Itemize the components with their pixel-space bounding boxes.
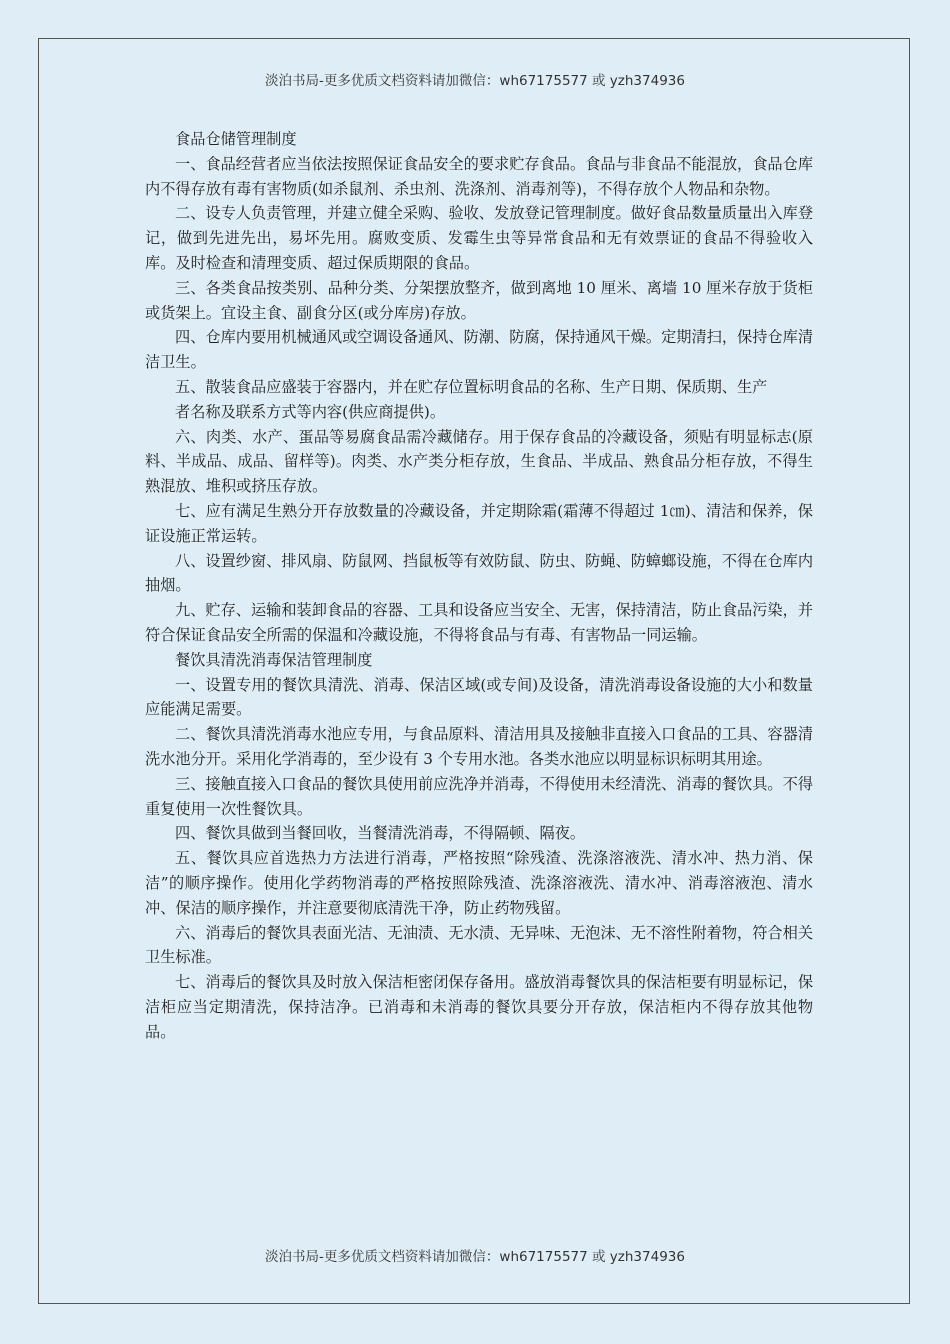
heading-tableware: 餐饮具清洗消毒保洁管理制度 [175,650,373,669]
page-header: 淡泊书局-更多优质文档资料请加微信：wh67175577 或 yzh374936 [265,73,685,89]
paragraph: 者名称及联系方式等内容(供应商提供)。 [175,402,446,421]
page-footer: 淡泊书局-更多优质文档资料请加微信：wh67175577 或 yzh374936 [265,1249,685,1265]
paragraph: 六、肉类、水产、蛋品等易腐食品需冷藏储存。用于保存食品的冷藏设备，须贴有明显标志(原料、半成品、成品、留样等)。肉类、水产类分柜存放，生食品、半成品、熟食品分柜存放，不得生熟混放、堆积或挤压存放。 [145,427,813,496]
paragraph: 一、食品经营者应当依法按照保证食品安全的要求贮存食品。食品与非食品不能混放，食品仓库内不得存放有毒有害物质(如杀鼠剂、杀虫剂、洗涤剂、消毒剂等)，不得存放个人物品和杂物。 [145,154,813,198]
paragraph: 二、餐饮具清洗消毒水池应专用，与食品原料、清洁用具及接触非直接入口食品的工具、容器清洗水池分开。采用化学消毒的，至少设有 3 个专用水池。各类水池应以明显标识标明其用途。 [145,725,813,768]
paragraph: 七、应有满足生熟分开存放数量的冷藏设备，并定期除霜(霜薄不得超过 1㎝)、清洁和保养，保证设施正常运转。 [145,501,813,545]
heading-storage: 食品仓储管理制度 [175,130,297,148]
paragraph: 六、消毒后的餐饮具表面光洁、无油渍、无水渍、无异味、无泡沫、无不溶性附着物，符合相关卫生标准。 [145,923,813,967]
paragraph: 三、各类食品按类别、品种分类、分架摆放整齐，做到离地 10 厘米、离墙 10 厘米存放于货柜或货架上。宜设主食、副食分区(或分库房)存放。 [145,278,813,322]
paragraph: 一、设置专用的餐饮具清洗、消毒、保洁区域(或专间)及设备，清洗消毒设备设施的大小和数量应能满足需要。 [145,675,813,719]
paragraph: 四、餐饮具做到当餐回收，当餐清洗消毒，不得隔顿、隔夜。 [175,824,586,843]
paragraph: 五、餐饮具应首选热力方法进行消毒，严格按照“除残渣、洗涤溶液洗、清水冲、热力消、保洁”的顺序操作。使用化学药物消毒的严格按照除残渣、洗涤溶液洗、清水冲、消毒溶液泡、清水冲、保洁的顺序操作，并注意要彻底清洗干净，防止药物残留。 [145,849,813,917]
paragraph: 九、贮存、运输和装卸食品的容器、工具和设备应当安全、无害，保持清洁，防止食品污染，并符合保证食品安全所需的保温和冷藏设施，不得将食品与有毒、有害物品一同运输。 [145,601,813,644]
document-body [145,127,813,1044]
paragraph: 二、设专人负责管理，并建立健全采购、验收、发放登记管理制度。做好食品数量质量出入库登记，做到先进先出，易坏先用。腐败变质、发霉生虫等异常食品和无有效票证的食品不得验收入库。及时检查和清理变质、超过保质期限的食品。 [145,204,813,272]
paragraph: 三、接触直接入口食品的餐饮具使用前应洗净并消毒，不得使用未经清洗、消毒的餐饮具。不得重复使用一次性餐饮具。 [145,774,813,818]
paragraph: 四、仓库内要用机械通风或空调设备通风、防潮、防腐，保持通风干燥。定期清扫，保持仓库清洁卫生。 [145,328,813,372]
paragraph: 八、设置纱窗、排风扇、防鼠网、挡鼠板等有效防鼠、防虫、防蝇、防蟑螂设施，不得在仓库内抽烟。 [145,551,813,595]
paragraph: 七、消毒后的餐饮具及时放入保洁柜密闭保存备用。盛放消毒餐饮具的保洁柜要有明显标记，保洁柜应当定期清洗，保持洁净。已消毒和未消毒的餐饮具要分开存放，保洁柜内不得存放其他物品。 [145,973,813,1041]
paragraph: 五、散装食品应盛装于容器内，并在贮存位置标明食品的名称、生产日期、保质期、生产 [175,377,768,396]
